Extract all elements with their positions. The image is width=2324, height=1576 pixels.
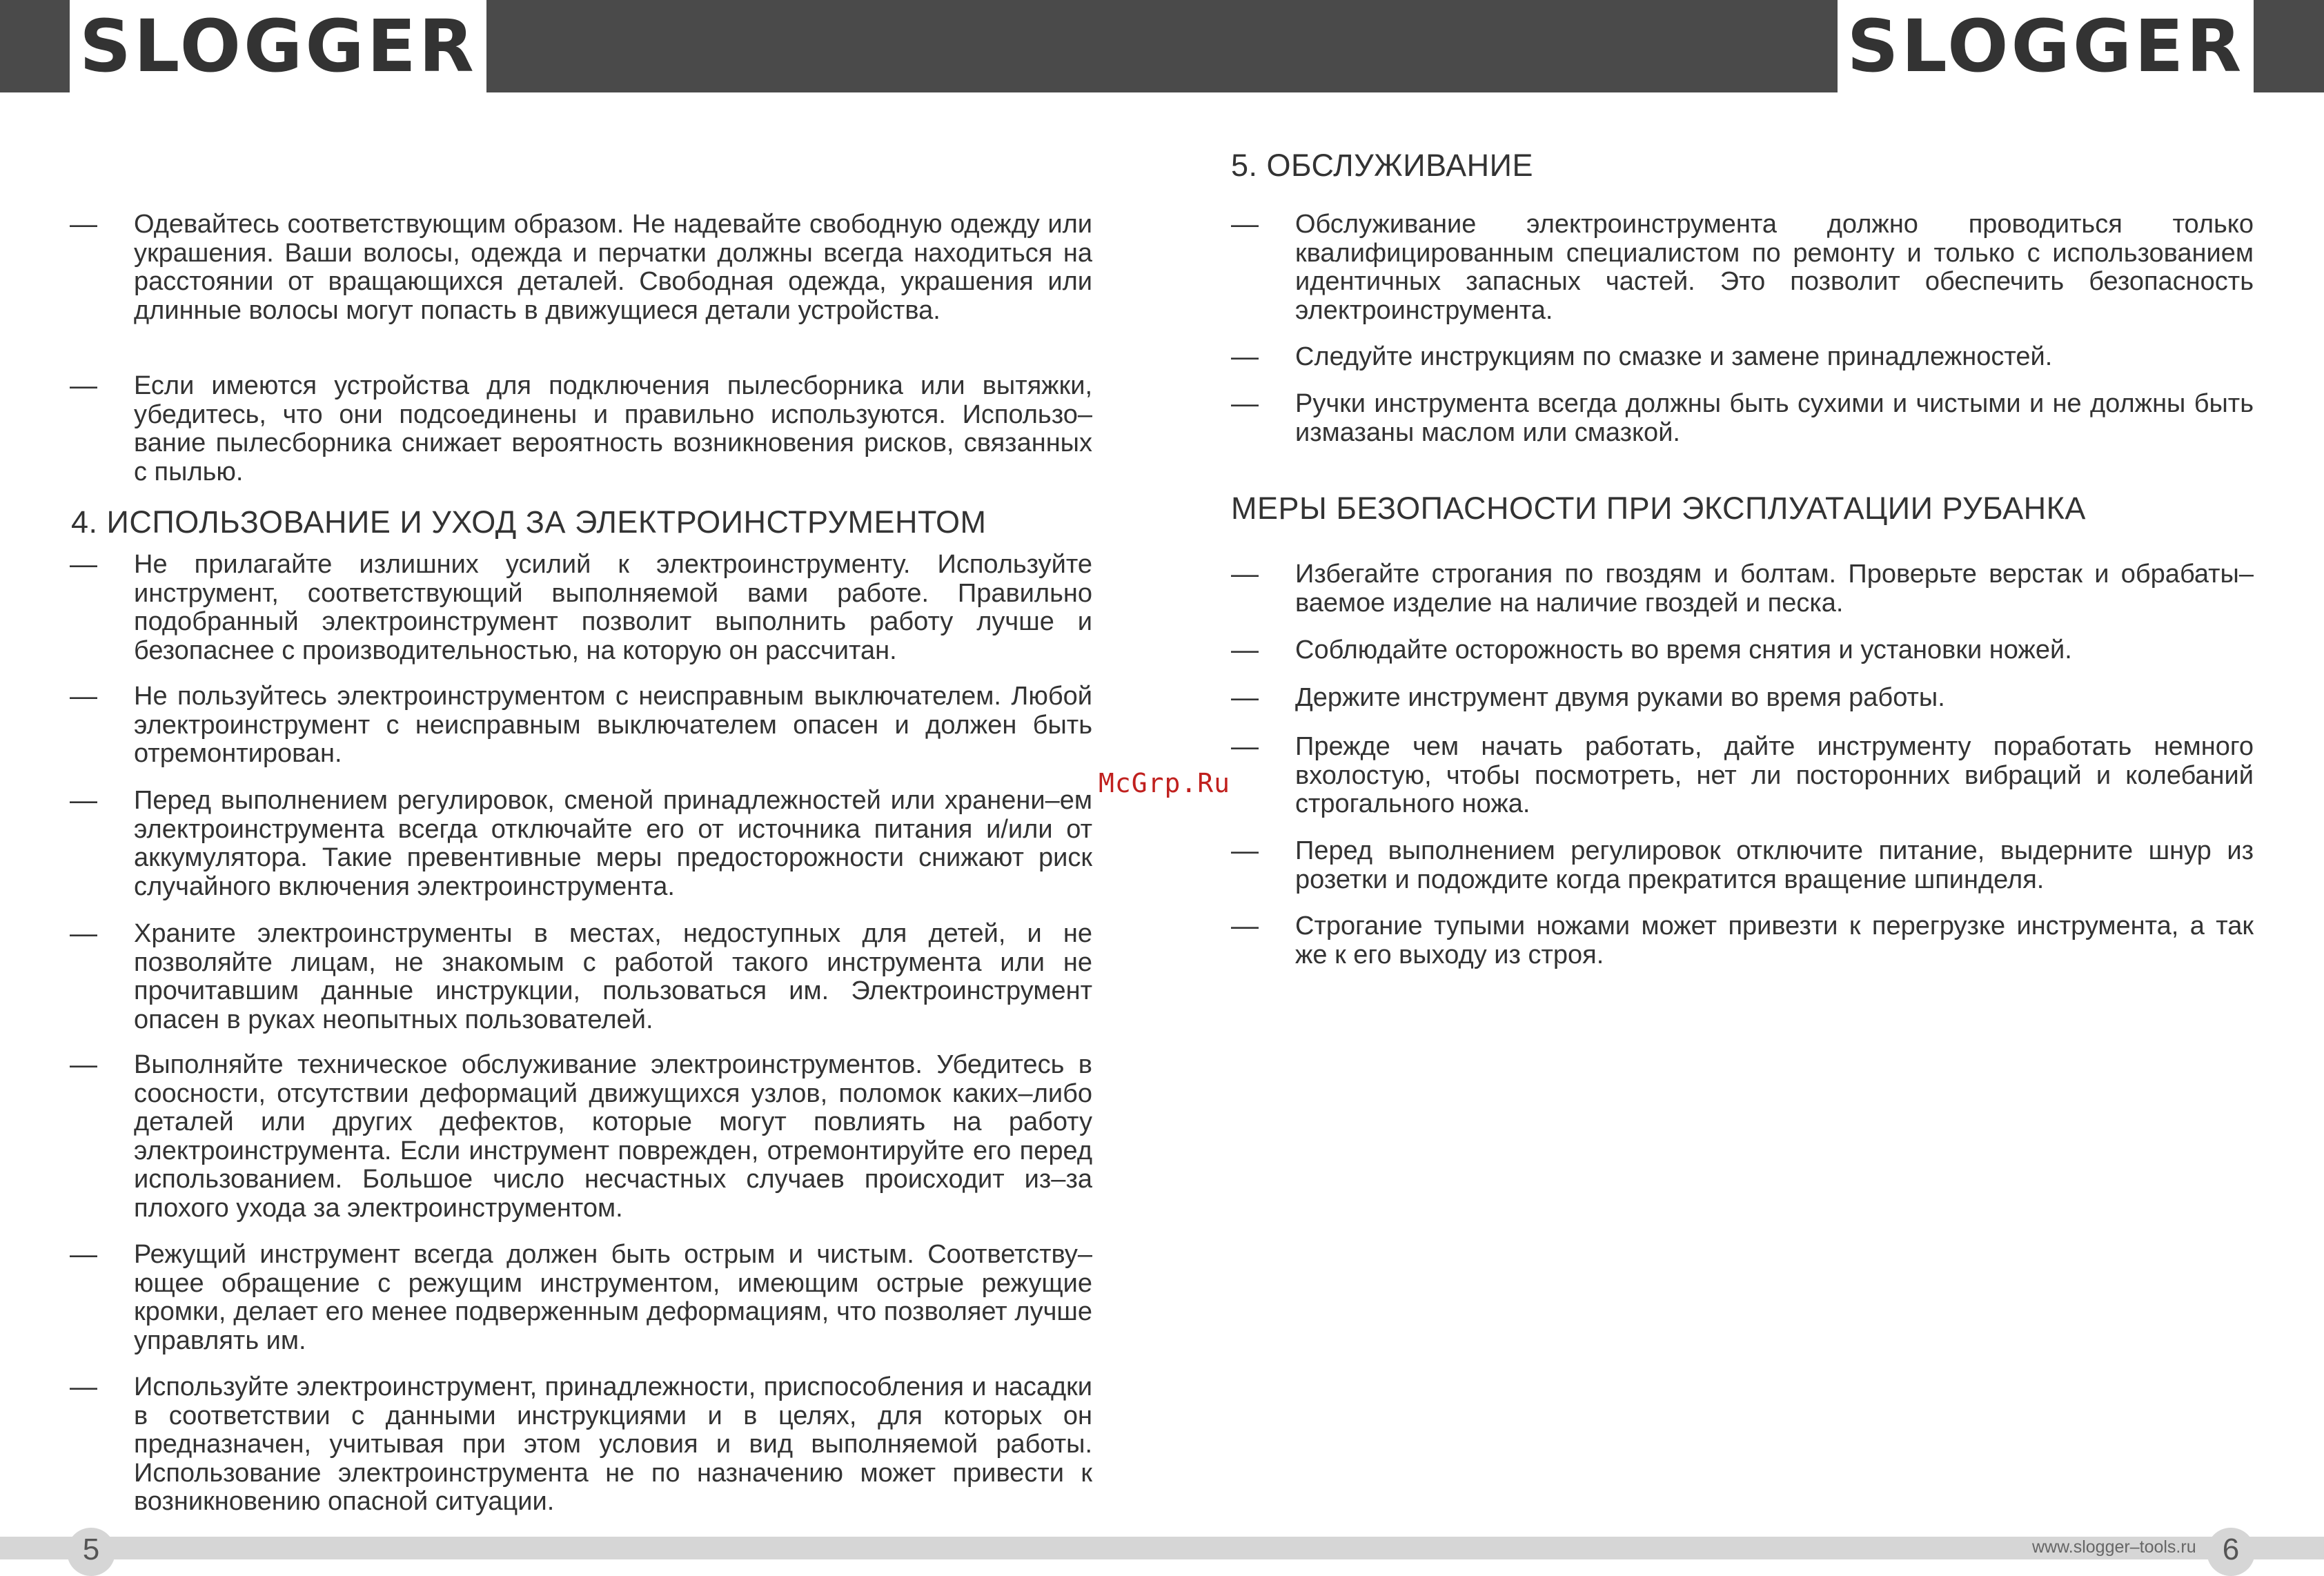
dash-bullet: — <box>70 1372 97 1402</box>
section-4-title: 4. ИСПОЛЬЗОВАНИЕ И УХОД ЗА ЭЛЕКТРОИНСТРУМЕНТОМ <box>71 504 987 540</box>
list-item-text: Используйте электроинструмент, принадлежности, приспособления и насадки в соответствии с данными инструкциями и в целях, для которых он предназначен, учитывая при этом условия и вид выполняемой работы. Использование электроинструмента не по назначению может привести к возникновению опасной ситуации. <box>134 1372 1092 1516</box>
dash-bullet: — <box>1231 682 1259 713</box>
dash-bullet: — <box>1231 836 1259 866</box>
list-item-text: Не прилагайте излишних усилий к электроинструменту. Используйте инструмент, соответствующий выполняемой вами работе. Правильно подобранный электроинструмент позволит выполнить работу лучше и безопаснее с производительностью, на которую он рассчитан. <box>134 550 1092 665</box>
list-item <box>1231 912 2254 969</box>
list-item <box>1231 343 2254 372</box>
list-item <box>1231 560 2254 618</box>
footer-bar <box>0 1537 2324 1559</box>
list-item <box>70 787 1092 901</box>
planer-safety-title: МЕРЫ БЕЗОПАСНОСТИ ПРИ ЭКСПЛУАТАЦИИ РУБАНКА <box>1231 491 2086 526</box>
list-item-text: Следуйте инструкциям по смазке и замене принадлежностей. <box>1295 342 2053 371</box>
list-item <box>70 1051 1092 1223</box>
dash-bullet: — <box>1231 911 1259 941</box>
dash-bullet: — <box>70 1050 97 1080</box>
dash-bullet: — <box>70 918 97 949</box>
dash-bullet: — <box>70 549 97 580</box>
list-item-text: Режущий инструмент всегда должен быть острым и чистым. Соответству–ющее обращение с режущим инструментом, имеющим острые режущие кромки, делает его менее подверженным деформациям, что позволяет лучше управлять им. <box>134 1240 1092 1355</box>
list-item-text: Храните электроинструменты в местах, недоступных для детей, и не позволяйте лицам, не знакомым с работой такого инструмента или не прочитавшим данные инструкции, пользоваться им. Электроинструмент опасен в руках неопытных пользователей. <box>134 919 1092 1034</box>
dash-bullet: — <box>1231 559 1259 589</box>
watermark-link[interactable]: McGrp.Ru <box>1099 768 1231 798</box>
list-item-text: Выполняйте техническое обслуживание электроинструментов. Убедитесь в соосности, отсутствии деформаций движущихся узлов, поломок каких–либо деталей или других дефектов, которые могут повлиять на работу электроинструмента. Если инструмент поврежден, отремонтируйте его перед использованием. Большое число несчастных случаев происходит из–за плохого ухода за электроинструментом. <box>134 1050 1092 1223</box>
list-item <box>70 372 1092 486</box>
list-item <box>70 210 1092 325</box>
dash-bullet: — <box>70 681 97 711</box>
dash-bullet: — <box>1231 731 1259 762</box>
dash-bullet: — <box>70 785 97 816</box>
list-item <box>1231 837 2254 894</box>
list-item-text: Если имеются устройства для подключения пылесборника или вытяжки, убедитесь, что они подсоединены и правильно используются. Использо–вание пылесборника снижает вероятность возникновения рисков, связанных с пылью. <box>134 371 1092 486</box>
header-edge <box>0 0 70 92</box>
dash-bullet: — <box>1231 342 1259 372</box>
section-5-title: 5. ОБСЛУЖИВАНИЕ <box>1231 148 1533 183</box>
list-item-text: Ручки инструмента всегда должны быть сухими и чистыми и не должны быть измазаны маслом или смазкой. <box>1295 389 2254 447</box>
list-item <box>70 551 1092 665</box>
list-item-text: Прежде чем начать работать, дайте инструменту поработать немного вхолостую, чтобы посмотреть, нет ли посторонних вибраций и колебаний строгального ножа. <box>1295 732 2254 818</box>
list-item-text: Держите инструмент двумя руками во время работы. <box>1295 683 1945 712</box>
list-item <box>1231 210 2254 325</box>
website-url[interactable]: www.slogger–tools.ru <box>2032 1537 2196 1557</box>
list-item-text: Перед выполнением регулировок, сменой принадлежностей или хранени–ем электроинструмента всегда отключайте его от источника питания и/или от аккумулятора. Такие превентивные меры предосторожности снижают риск случайного включения электроинструмента. <box>134 786 1092 901</box>
list-item-text: Избегайте строгания по гвоздям и болтам. Проверьте верстак и обрабаты–ваемое изделие на наличие гвоздей и песка. <box>1295 560 2254 618</box>
list-item-text: Одевайтесь соответствующим образом. Не надевайте свободную одежду или украшения. Ваши волосы, одежда и перчатки должны всегда находиться на расстоянии от вращающихся деталей. Свободная одежда, украшения или длинные волосы могут попасть в движущиеся детали устройства. <box>134 210 1092 325</box>
list-item <box>70 1241 1092 1355</box>
dash-bullet: — <box>70 1239 97 1270</box>
list-item-text: Перед выполнением регулировок отключите питание, выдерните шнур из розетки и подождите когда прекратится вращение шпинделя. <box>1295 836 2254 894</box>
list-item <box>1231 733 2254 819</box>
page-number-right: 6 <box>2207 1528 2255 1576</box>
dash-bullet: — <box>1231 388 1259 419</box>
list-item <box>70 920 1092 1034</box>
list-item <box>1231 684 2254 713</box>
brand-logo-left <box>70 0 486 92</box>
page-number-left: 5 <box>67 1528 115 1576</box>
brand-logo-right <box>1838 0 2254 92</box>
dash-bullet: — <box>1231 209 1259 239</box>
brand-logo-text: SLOGGER <box>1847 4 2245 88</box>
list-item <box>1231 390 2254 447</box>
dash-bullet: — <box>70 209 97 239</box>
brand-logo-text: SLOGGER <box>79 4 477 88</box>
list-item-text: Не пользуйтесь электроинструментом с неисправным выключателем. Любой электроинструмент с неисправным выключателем опасен и должен быть отремонтирован. <box>134 682 1092 768</box>
list-item-text: Соблюдайте осторожность во время снятия и установки ножей. <box>1295 636 2072 664</box>
list-item <box>70 682 1092 769</box>
list-item-text: Обслуживание электроинструмента должно проводиться только квалифицированным специалистом по ремонту и только с использованием идентичных запасных частей. Это позволит обеспечить безопасность электроинструмента. <box>1295 210 2254 325</box>
list-item-text: Строгание тупыми ножами может привезти к перегрузке инструмента, а так же к его выходу из строя. <box>1295 912 2254 969</box>
dash-bullet: — <box>70 371 97 401</box>
list-item <box>1231 636 2254 665</box>
list-item <box>70 1373 1092 1517</box>
dash-bullet: — <box>1231 635 1259 665</box>
